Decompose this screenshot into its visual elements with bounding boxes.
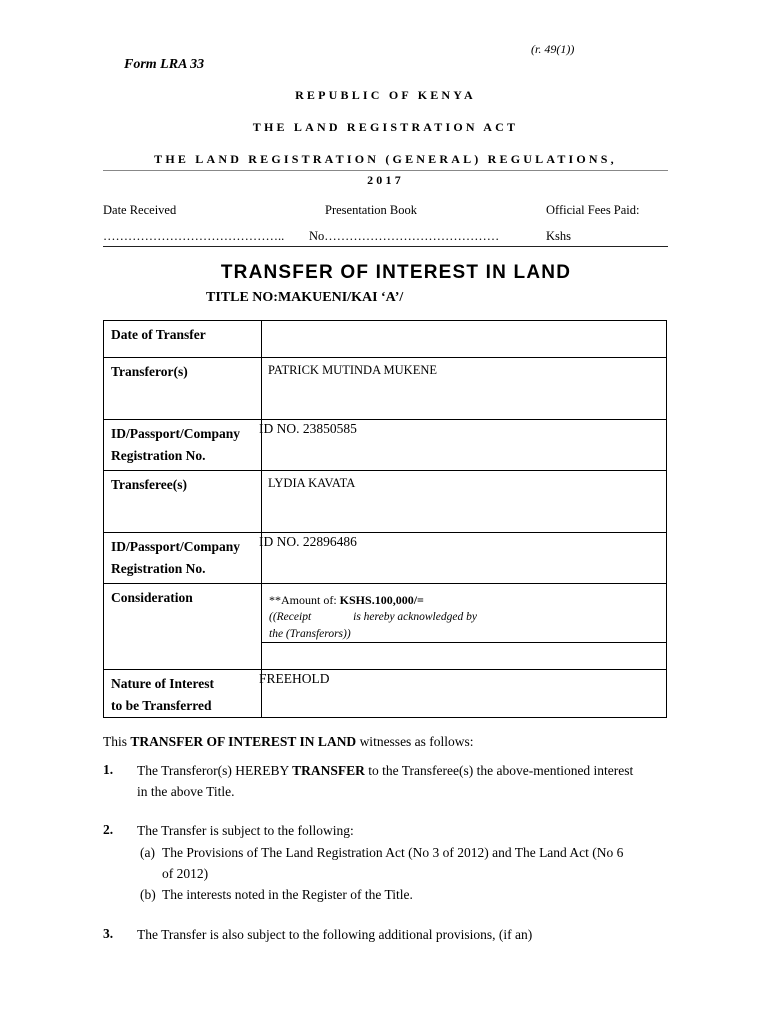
transferor-id-label: ID/Passport/Company Registration No. [104, 420, 262, 471]
transferee-id-label: ID/Passport/Company Registration No. [104, 533, 262, 584]
date-received-label: Date Received [103, 203, 177, 217]
receipt-divider [103, 246, 668, 247]
table-row [104, 420, 667, 471]
transferor-field[interactable]: PATRICK MUTINDA MUKENE [262, 358, 667, 420]
table-row [104, 471, 667, 533]
item-3-number: 3. [103, 926, 114, 941]
regulations-heading: THE LAND REGISTRATION (GENERAL) REGULATIONS, [154, 152, 617, 166]
item-2a-text: The Provisions of The Land Registration Act (No 3 of 2012) and The Land Act (No 6 of 2012) [162, 845, 624, 881]
item-2b-label: (b) [140, 887, 156, 902]
date-of-transfer-field[interactable] [262, 321, 667, 358]
presentation-book-no-field[interactable]: No…………………………………… [309, 229, 500, 243]
document-title: TRANSFER OF INTEREST IN LAND [220, 262, 572, 283]
official-fees-label: Official Fees Paid: [546, 203, 640, 217]
consideration-field[interactable]: **Amount of: KSHS.100,000/= ((Receipt is hereby acknowledged by the (Transferors)) [262, 584, 667, 643]
item-1-text: The Transferor(s) HEREBY TRANSFER to the Transferee(s) the above-mentioned interest in the above Title. [137, 763, 634, 799]
header-divider [103, 170, 668, 171]
item-2-number: 2. [103, 822, 114, 837]
transferee-label: Transferee(s) [104, 471, 262, 533]
title-number: TITLE NO:MAKUENI/KAI ‘A’/ [206, 290, 404, 305]
rule-reference: (r. 49(1)) [531, 42, 575, 56]
act-heading: THE LAND REGISTRATION ACT [252, 120, 519, 134]
item-1-number: 1. [103, 762, 114, 777]
presentation-book-label: Presentation Book [325, 203, 418, 217]
item-3-text: The Transfer is also subject to the following additional provisions, (if an) [137, 927, 533, 942]
table-row [104, 584, 667, 643]
consideration-label: Consideration [104, 584, 262, 670]
republic-heading: REPUBLIC OF KENYA [295, 88, 476, 102]
transferee-field[interactable]: LYDIA KAVATA [262, 471, 667, 533]
form-name: Form LRA 33 [124, 57, 205, 72]
nature-of-interest-field[interactable]: FREEHOLD [262, 670, 667, 718]
date-received-field[interactable]: …………………………………….. [103, 229, 285, 243]
consideration-extra-field[interactable] [262, 643, 667, 670]
table-row [104, 321, 667, 358]
item-2-text: The Transfer is subject to the following: [137, 823, 354, 838]
table-row [104, 358, 667, 420]
transferor-label: Transferor(s) [104, 358, 262, 420]
table-row [104, 533, 667, 584]
table-row [104, 670, 667, 718]
transferee-id-field[interactable]: ID NO. 22896486 [262, 533, 667, 584]
item-2a-label: (a) [140, 845, 155, 860]
nature-of-interest-label: Nature of Interest to be Transferred [104, 670, 262, 718]
transferor-id-field[interactable]: ID NO. 23850585 [262, 420, 667, 471]
date-of-transfer-label: Date of Transfer [104, 321, 262, 358]
item-2b-text: The interests noted in the Register of the Title. [162, 887, 413, 902]
regulations-year: 2017 [367, 173, 404, 187]
transfer-details-table [103, 320, 667, 718]
consideration-amount: KSHS.100,000/= [339, 593, 424, 607]
intro-paragraph: This TRANSFER OF INTEREST IN LAND witnesses as follows: [103, 734, 474, 749]
fees-currency: Kshs [546, 229, 572, 243]
